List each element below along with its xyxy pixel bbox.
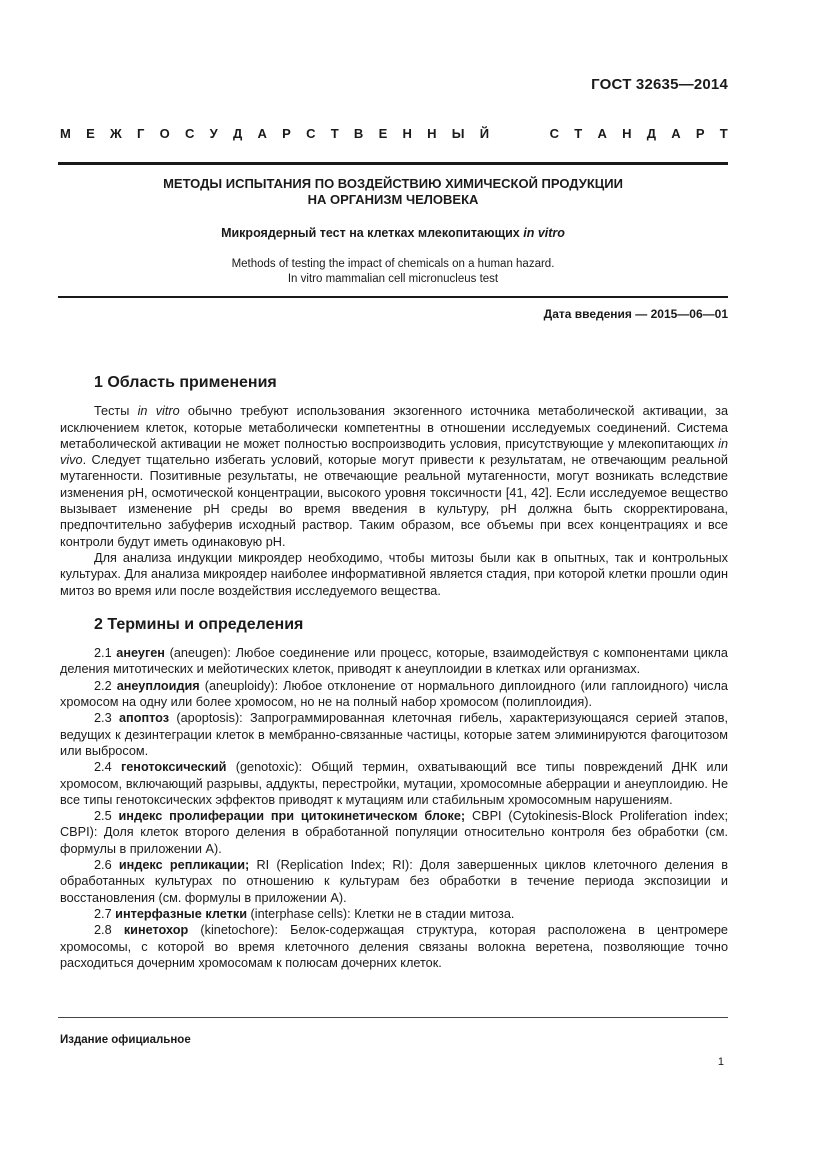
term-name: генотоксический <box>120 760 227 775</box>
standard-type-letter: С <box>306 126 316 141</box>
title-divider <box>58 296 728 298</box>
standard-type-letter: Ы <box>451 126 465 141</box>
standard-type-letter: У <box>209 126 218 141</box>
term-number: 2.7 <box>94 906 116 921</box>
term-name: интерфазные клетки <box>115 906 248 921</box>
word-gap <box>504 126 534 141</box>
standard-type-letter: Д <box>646 126 656 141</box>
standard-type-letter: Й <box>479 126 490 141</box>
term-text: (aneuploidy): Любое отклонение от нормального диплоидного (или гаплоидного) числа хромосом на одну или более хромосом, но не на полный набор хромосом (полиплоидия). <box>60 678 728 710</box>
document-title-ru <box>58 176 728 208</box>
standard-type-letter: Н <box>427 126 437 141</box>
term-definition <box>60 922 728 971</box>
subtitle-ru-italic: in vitro <box>523 226 565 240</box>
p1-text-a: Тесты <box>94 404 138 419</box>
term-text: (apoptosis): Запрограммированная клеточная гибель, характеризующаяся серией этапов, ведущих к дезинтеграции клеток в мембранно-связанные частицы, которые затем элиминируются фагоцитозом или выбросом. <box>60 711 728 758</box>
p1-text-b: обычно требуют использования экзогенного источника метаболической активации, за исключением клеток, которые метаболически компетентны в отношении исследуемых соединений. Система метаболической активации не может полностью воспроизводить условия, присутствующие у млекопитающих <box>60 404 728 451</box>
standard-type-letter: Ж <box>110 126 122 141</box>
term-number: 2.5 <box>94 809 119 824</box>
page-number: 1 <box>717 1056 724 1068</box>
standard-type-letter: А <box>257 126 267 141</box>
term-text: RI (Replication Index; RI): Доля завершенных циклов клеточного деления в обработанных культурах по отношению к культурам без обработки в течение периода экспозиции и восстановления (см. формулы в приложении А). <box>60 858 728 905</box>
standard-type-letter: Т <box>719 126 728 141</box>
title-en-line-2: In vitro mammalian cell micronucleus test <box>287 273 499 285</box>
title-ru-line-1: МЕТОДЫ ИСПЫТАНИЯ ПО ВОЗДЕЙСТВИЮ ХИМИЧЕСКОЙ ПРОДУКЦИИ <box>163 176 623 191</box>
term-name: индекс репликации; <box>118 858 250 873</box>
term-definition <box>60 678 728 711</box>
standard-type-letter: Н <box>622 126 632 141</box>
terms-list <box>60 645 728 971</box>
document-code: ГОСТ 32635—2014 <box>591 76 728 93</box>
term-name: апоптоз <box>118 711 170 726</box>
standard-type-letter: Е <box>378 126 388 141</box>
section-1-heading: 1 Область применения <box>94 374 277 391</box>
title-ru-line-2: НА ОРГАНИЗМ ЧЕЛОВЕКА <box>307 192 479 207</box>
standard-type-letter: С <box>185 126 195 141</box>
standard-type-letter: Т <box>574 126 583 141</box>
term-definition <box>60 759 728 808</box>
document-body <box>60 375 728 971</box>
top-divider <box>58 162 728 165</box>
standard-type-letter: Р <box>695 126 705 141</box>
term-definition <box>60 645 728 678</box>
document-subtitle-ru <box>58 226 728 240</box>
term-number: 2.2 <box>94 678 117 693</box>
term-number: 2.1 <box>94 646 117 661</box>
section-2-heading: 2 Термины и определения <box>94 615 304 633</box>
term-name: анеуплоидия <box>116 678 200 693</box>
term-number: 2.8 <box>94 923 124 938</box>
standard-type-letter: О <box>159 126 170 141</box>
standard-type-letter: Е <box>86 126 95 141</box>
section-1-paragraph-1 <box>60 403 728 550</box>
subtitle-ru-text: Микроядерный тест на клетках млекопитающих <box>221 226 524 240</box>
standard-type-letter: Т <box>330 126 339 141</box>
term-name: индекс пролиферации при цитокинетическом блоке; <box>118 809 466 824</box>
standard-type-letter: М <box>60 126 71 141</box>
introduction-date: Дата введения — 2015—06—01 <box>543 307 728 321</box>
term-text: (interphase cells): Клетки не в стадии митоза. <box>247 906 515 921</box>
term-number: 2.6 <box>94 858 119 873</box>
standard-type-letter: С <box>549 126 559 141</box>
term-text: (genotoxic): Общий термин, охватывающий все типы повреждений ДНК или хромосом, включающий разрывы, аддукты, перестройки, мутации, хромосомные аберрации и анеуплоидию. Не все типы генотоксических эффектов приводят к мутациям или стабильным хромосомным нарушениям. <box>60 760 728 807</box>
standard-type-heading <box>60 126 728 141</box>
standard-type-letter: А <box>597 126 607 141</box>
term-definition <box>60 906 728 922</box>
standard-type-letter: Д <box>233 126 243 141</box>
p1-text-c: . Следует тщательно избегать условий, которые могут привести к результатам, не отвечающим реальной мутагенности. Позитивные результаты, не отвечающие реальной мутагенности, могут возникать вследствие изменения pH, осмотической концентрации, высокого уровня токсичности [41, 42]. Если исследуемое вещество вызывает изменение pH среды во время введения в культуру, pH должна быть скорректирована, предпочтительно забуферив исходный раствор. Таким образом, все объемы при всех концентрациях и все контроли будут иметь одинаковую pH. <box>60 453 728 549</box>
p1-italic-b: in vivo <box>60 436 728 468</box>
section-1-paragraph-2: Для анализа индукции микроядер необходимо, чтобы митозы были как в опытных, так и контрольных культурах. Для анализа микроядер наиболее информативной является стадия, при которой клетки прошли один митоз во время или после воздействия исследуемого вещества. <box>60 550 728 598</box>
edition-label: Издание официальное <box>60 1034 191 1046</box>
standard-type-letter: Н <box>402 126 412 141</box>
term-definition <box>60 857 728 906</box>
p1-italic-a: in vitro <box>137 404 180 419</box>
standard-type-letter: Г <box>137 126 145 141</box>
term-name: кинетохор <box>123 923 189 938</box>
title-en-line-1: Methods of testing the impact of chemicals on a human hazard. <box>231 258 555 270</box>
term-definition <box>60 710 728 759</box>
standard-type-letter: В <box>353 126 364 141</box>
document-title-en <box>58 257 728 287</box>
term-text: (kinetochore): Белок-содержащая структура, которая расположена в центромере хромосомы, с которой во время клеточного деления связаны волокна веретена, позволяющие точно расходиться дочерним хромосомам к полюсам дочерних клеток. <box>60 923 728 970</box>
footer-divider <box>58 1017 728 1018</box>
term-definition <box>60 808 728 857</box>
standard-type-letter: А <box>671 126 681 141</box>
term-text: CBPI (Cytokinesis-Block Proliferation index; CBPI): Доля клеток второго деления в обработанной популяции относительно контроля без обработки (см. формулы в приложении А). <box>60 809 728 856</box>
term-text: (aneugen): Любое соединение или процесс, которые, взаимодействуя с компонентами цикла деления митотических и мейотических клеток, приводят к анеуплоидии в клетках или организмах. <box>60 646 728 677</box>
term-number: 2.3 <box>94 711 119 726</box>
term-name: анеуген <box>116 646 165 661</box>
term-number: 2.4 <box>94 760 121 775</box>
standard-type-letter: Р <box>282 126 291 141</box>
